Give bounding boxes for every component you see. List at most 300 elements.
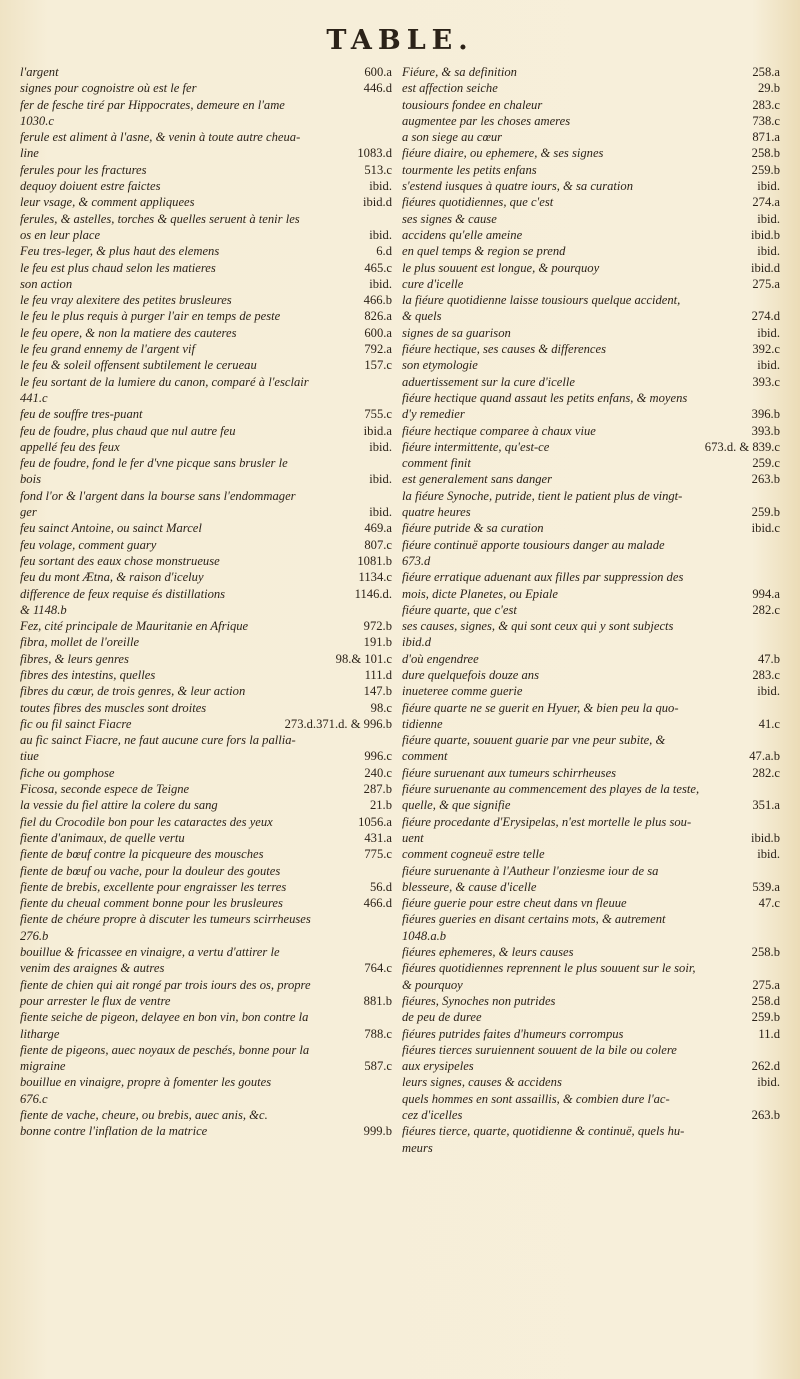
- entry-reference: 1081.b: [357, 553, 392, 568]
- entry-reference: 29.b: [757, 81, 780, 96]
- entry-reference: 764.c: [364, 961, 392, 976]
- index-entry: [402, 634, 780, 650]
- entry-reference: 446.d: [363, 81, 392, 96]
- entry-reference: 871.a: [752, 130, 780, 145]
- entry-reference: ibid.: [757, 684, 780, 699]
- entry-text: d'y remedier: [402, 407, 465, 422]
- entry-text: aux erysipeles: [402, 1059, 474, 1074]
- entry-text: fiéure hectique, ses causes & differences: [402, 342, 607, 357]
- entry-reference: ibid.b: [750, 227, 780, 242]
- entry-reference: ibid.a: [363, 423, 392, 438]
- entry-reference: 465.c: [364, 260, 392, 275]
- index-entry: [20, 797, 392, 813]
- index-entry: [402, 553, 780, 569]
- index-entry: [402, 667, 780, 683]
- index-entry: [402, 911, 780, 927]
- entry-text: fiente d'animaux, de quelle vertu: [20, 830, 185, 845]
- entry-text: fiente de bœuf ou vache, pour la douleur des goutes: [20, 863, 281, 878]
- index-entry: [20, 586, 392, 602]
- index-entry: [20, 113, 392, 129]
- entry-text: fiéure quarte, souuent guarie par vne peur subite, &: [402, 733, 666, 748]
- index-entry: [20, 993, 392, 1009]
- entry-reference: 392.c: [752, 342, 780, 357]
- index-entry: [20, 1107, 392, 1123]
- entry-reference: 274.a: [752, 195, 780, 210]
- index-entry: [402, 1009, 780, 1025]
- entry-reference: ibid.: [369, 179, 392, 194]
- entry-reference: 240.c: [364, 765, 392, 780]
- entry-reference: 263.b: [751, 1108, 780, 1122]
- index-entry: [20, 618, 392, 634]
- index-entry: [20, 944, 392, 960]
- entry-reference: 259.c: [752, 456, 780, 471]
- entry-reference: 258.b: [751, 146, 780, 161]
- index-entry: [20, 1026, 392, 1042]
- entry-reference: ibid.: [757, 1075, 780, 1090]
- entry-reference: ibid.: [369, 227, 392, 242]
- entry-text: fond l'or & l'argent dans la bourse sans l'endommager: [20, 488, 296, 503]
- entry-text: inueteree comme guerie: [402, 684, 523, 699]
- entry-text: fiéures tierces suruiennent souuent de la bile ou colere: [402, 1042, 677, 1057]
- index-entry: [402, 276, 780, 292]
- entry-text: l'argent: [20, 65, 59, 79]
- entry-reference: ibid.: [369, 276, 392, 291]
- index-entry: [402, 325, 780, 341]
- index-entry: [402, 194, 780, 210]
- entry-text: fiente de bœuf contre la picqueure des mousches: [20, 847, 264, 862]
- entry-text: fiéure procedante d'Erysipelas, n'est mortelle le plus sou-: [402, 814, 692, 829]
- entry-reference: 6.d: [376, 244, 392, 259]
- entry-text: ger: [20, 505, 37, 520]
- entry-reference: 275.a: [752, 276, 780, 291]
- entry-reference: ibid.: [369, 472, 392, 487]
- index-entry: [402, 211, 780, 227]
- entry-reference: 273.d.371.d. & 996.b: [284, 716, 392, 731]
- entry-text: blesseure, & cause d'icelle: [402, 879, 537, 894]
- entry-reference: ibid.: [757, 179, 780, 194]
- entry-text: fiente de chien qui ait rongé par trois iours des os, propre: [20, 977, 311, 992]
- entry-reference: 157.c: [364, 358, 392, 373]
- entry-text: cure d'icelle: [402, 276, 464, 291]
- entry-text: fiéures quotidiennes, que c'est: [402, 195, 554, 210]
- entry-text: ses signes & cause: [402, 211, 497, 226]
- index-entry: [20, 194, 392, 210]
- page-title: TABLE.: [326, 25, 474, 56]
- index-entry: [20, 211, 392, 227]
- entry-text: aduertissement sur la cure d'icelle: [402, 374, 575, 389]
- index-entry: [20, 178, 392, 194]
- entry-text: dure quelquefois douze ans: [402, 667, 539, 682]
- entry-text: fiente seiche de pigeon, delayee en bon vin, bon contre la: [20, 1010, 309, 1025]
- entry-text: la fiéure quotidienne laisse tousiours quelque accident,: [402, 293, 681, 308]
- right-column: [402, 64, 780, 1156]
- entry-reference: 513.c: [364, 162, 392, 177]
- entry-text: Ficosa, seconde espece de Teigne: [20, 782, 190, 797]
- entry-reference: 41.c: [758, 716, 780, 731]
- entry-text: fibres des intestins, quelles: [20, 667, 156, 682]
- index-entry: [20, 911, 392, 927]
- index-entry: [20, 260, 392, 276]
- index-entry: [402, 162, 780, 178]
- entry-text: fiéure hectique quand assaut les petits enfans, & moyens: [402, 390, 688, 405]
- entry-text: augmentee par les choses ameres: [402, 113, 571, 128]
- entry-reference: 262.d: [751, 1059, 780, 1074]
- index-entry: [20, 455, 392, 471]
- index-entry: [402, 879, 780, 895]
- entry-text: feu de foudre, plus chaud que nul autre feu: [20, 423, 236, 438]
- index-entry: [402, 895, 780, 911]
- index-entry: [20, 227, 392, 243]
- entry-text: la vessie du fiel attire la colere du sang: [20, 798, 218, 813]
- entry-reference: 56.d: [369, 879, 392, 894]
- entry-text: signes pour cognoistre où est le fer: [20, 81, 197, 96]
- index-entry: [402, 846, 780, 862]
- entry-text: le feu opere, & non la matiere des cauteres: [20, 325, 237, 340]
- entry-text: comment cogneuë estre telle: [402, 847, 545, 862]
- index-entry: [402, 292, 780, 308]
- entry-text: le feu le plus requis à purger l'air en temps de peste: [20, 309, 281, 324]
- index-entry: [402, 243, 780, 259]
- entry-text: tourmente les petits enfans: [402, 162, 537, 177]
- index-entry: [20, 374, 392, 390]
- entry-text: ferule est aliment à l'asne, & venin à toute autre cheua-: [20, 130, 301, 145]
- entry-reference: 431.a: [364, 830, 392, 845]
- entry-text: uent: [402, 830, 424, 845]
- entry-text: bouillue & fricassee en vinaigre, a vertu d'attirer le: [20, 945, 280, 960]
- entry-text: fiente de chéure propre à discuter les tumeurs scirrheuses: [20, 912, 311, 927]
- entry-text: feu sortant des eaux chose monstrueuse: [20, 553, 220, 568]
- entry-text: est generalement sans danger: [402, 472, 553, 487]
- entry-reference: 972.b: [363, 619, 392, 634]
- entry-reference: 393.c: [752, 374, 780, 389]
- index-entry: [402, 64, 780, 80]
- entry-text: feu de foudre, fond le fer d'vne picque sans brusler le: [20, 456, 288, 471]
- entry-text: 676.c: [20, 1091, 48, 1106]
- entry-reference: ibid.: [757, 358, 780, 373]
- entry-text: ses causes, signes, & qui sont ceux qui y sont subjects: [402, 619, 674, 634]
- index-entry: [20, 748, 392, 764]
- index-entry: [402, 977, 780, 993]
- index-entry: [402, 716, 780, 732]
- index-entry: [402, 602, 780, 618]
- entry-text: fiéures putrides faites d'humeurs corrompus: [402, 1026, 624, 1041]
- index-entry: [402, 97, 780, 113]
- index-entry: [402, 178, 780, 194]
- entry-text: de peu de duree: [402, 1010, 482, 1025]
- entry-text: cez d'icelles: [402, 1108, 463, 1122]
- entry-text: line: [20, 146, 39, 161]
- index-entry: [402, 700, 780, 716]
- index-entry: [402, 129, 780, 145]
- index-entry: [402, 227, 780, 243]
- index-entry: [20, 846, 392, 862]
- index-entry: [402, 113, 780, 129]
- index-entry: [402, 1123, 780, 1139]
- index-entry: [20, 1091, 392, 1107]
- entry-text: fiéure suruenante au commencement des playes de la teste,: [402, 782, 700, 797]
- index-entry: [20, 292, 392, 308]
- index-entry: [20, 569, 392, 585]
- entry-text: feu volage, comment guary: [20, 537, 157, 552]
- entry-reference: ibid.: [369, 505, 392, 520]
- entry-text: toutes fibres des muscles sont droites: [20, 700, 207, 715]
- index-entry: [20, 1123, 392, 1139]
- entry-text: venim des araignes & autres: [20, 961, 165, 976]
- entry-text: fiéure quarte, que c'est: [402, 602, 517, 617]
- index-entry: [402, 1026, 780, 1042]
- entry-reference: 274.d: [751, 309, 780, 324]
- entry-reference: 587.c: [364, 1059, 392, 1074]
- index-entry: [402, 520, 780, 536]
- index-entry: [402, 423, 780, 439]
- index-entry: [20, 651, 392, 667]
- left-column: [20, 64, 392, 1156]
- entry-text: fiente de pigeons, auec noyaux de peschés, bonne pour la: [20, 1042, 310, 1057]
- index-entry: [402, 488, 780, 504]
- entry-text: os en leur place: [20, 227, 101, 242]
- entry-reference: 258.b: [751, 945, 780, 960]
- entry-text: fiéure putride & sa curation: [402, 521, 544, 536]
- entry-reference: 287.b: [363, 782, 392, 797]
- entry-text: le feu grand ennemy de l'argent vif: [20, 342, 195, 357]
- index-entry: [402, 1091, 780, 1107]
- entry-text: fiéure hectique comparee à chaux viue: [402, 423, 596, 438]
- entry-reference: 275.a: [752, 977, 780, 992]
- index-entry: [20, 423, 392, 439]
- entry-reference: 775.c: [364, 847, 392, 862]
- entry-text: Feu tres-leger, & plus haut des elemens: [20, 244, 220, 259]
- entry-reference: 826.a: [364, 309, 392, 324]
- entry-reference: 1134.c: [358, 570, 392, 585]
- entry-reference: ibid.: [757, 244, 780, 259]
- index-entry: [402, 390, 780, 406]
- index-entry: [20, 276, 392, 292]
- entry-reference: 738.c: [752, 113, 780, 128]
- index-entry: [402, 357, 780, 373]
- entry-text: en quel temps & region se prend: [402, 244, 566, 259]
- index-entry: [20, 488, 392, 504]
- index-entry: [402, 732, 780, 748]
- index-entry: [20, 1009, 392, 1025]
- index-entry: [402, 960, 780, 976]
- entry-reference: 259.b: [751, 1010, 780, 1025]
- index-entry: [402, 504, 780, 520]
- index-entry: [402, 863, 780, 879]
- index-entry: [20, 895, 392, 911]
- index-entry: [402, 651, 780, 667]
- entry-reference: 393.b: [751, 423, 780, 438]
- index-entry: [402, 260, 780, 276]
- entry-text: bonne contre l'inflation de la matrice: [20, 1124, 208, 1139]
- entry-reference: 600.a: [364, 325, 392, 340]
- index-entry: [402, 586, 780, 602]
- entry-reference: 258.a: [752, 65, 780, 79]
- entry-text: le feu vray alexitere des petites brusleures: [20, 293, 232, 308]
- entry-text: fibres du cœur, de trois genres, & leur action: [20, 684, 246, 699]
- entry-reference: 807.c: [364, 537, 392, 552]
- entry-text: Fiéure, & sa definition: [402, 65, 517, 79]
- entry-reference: 111.d: [364, 667, 392, 682]
- index-entry: [20, 781, 392, 797]
- index-entry: [20, 162, 392, 178]
- index-entry: [402, 569, 780, 585]
- index-entry: [402, 1042, 780, 1058]
- entry-text: leur vsage, & comment appliquees: [20, 195, 195, 210]
- index-entry: [402, 537, 780, 553]
- entry-text: fiéure erratique aduenant aux filles par suppression des: [402, 570, 684, 585]
- index-entry: [20, 308, 392, 324]
- entry-text: ferules pour les fractures: [20, 162, 147, 177]
- entry-reference: 600.a: [364, 65, 392, 79]
- entry-reference: 466.b: [363, 293, 392, 308]
- entry-text: quatre heures: [402, 505, 471, 520]
- entry-text: fiéure diaire, ou ephemere, & ses signes: [402, 146, 604, 161]
- entry-reference: 282.c: [752, 602, 780, 617]
- index-entry: [402, 748, 780, 764]
- entry-reference: ibid.: [757, 211, 780, 226]
- index-entry: [20, 64, 392, 80]
- entry-text: la fiéure Synoche, putride, tient le patient plus de vingt-: [402, 488, 683, 503]
- index-entry: [20, 243, 392, 259]
- entry-text: le feu est plus chaud selon les matieres: [20, 260, 216, 275]
- index-entry: [20, 553, 392, 569]
- index-entry: [20, 765, 392, 781]
- entry-text: fiente de brebis, excellente pour engraisser les terres: [20, 879, 287, 894]
- entry-reference: 469.a: [364, 521, 392, 536]
- index-entry: [402, 830, 780, 846]
- entry-text: fiéures ephemeres, & leurs causes: [402, 945, 574, 960]
- entry-reference: ibid.c: [751, 521, 780, 536]
- entry-text: feu sainct Antoine, ou sainct Marcel: [20, 521, 202, 536]
- entry-text: comment finit: [402, 456, 471, 471]
- index-entry: [402, 928, 780, 944]
- index-entry: [20, 390, 392, 406]
- entry-reference: 98.c: [370, 700, 392, 715]
- entry-text: difference de feux requise és distillations: [20, 586, 226, 601]
- index-columns: [20, 64, 780, 1156]
- entry-reference: 21.b: [369, 798, 392, 813]
- entry-text: quelle, & que signifie: [402, 798, 511, 813]
- entry-reference: ibid.: [757, 847, 780, 862]
- entry-text: bois: [20, 472, 41, 487]
- entry-text: fer de fesche tiré par Hippocrates, demeure en l'ame: [20, 97, 285, 112]
- entry-reference: 396.b: [751, 407, 780, 422]
- index-entry: [20, 1058, 392, 1074]
- entry-text: fiéure intermittente, qu'est-ce: [402, 439, 550, 454]
- entry-text: fiéures quotidiennes reprennent le plus souuent sur le soir,: [402, 961, 696, 976]
- entry-text: pour arrester le flux de ventre: [20, 993, 171, 1008]
- entry-reference: 1083.d: [357, 146, 392, 161]
- index-entry: [20, 325, 392, 341]
- entry-reference: 47.a.b: [749, 749, 780, 764]
- entry-text: fiéure suruenante à l'Autheur l'onziesme iour de sa: [402, 863, 659, 878]
- entry-text: au fic sainct Fiacre, ne faut aucune cure fors la pallia-: [20, 733, 296, 748]
- entry-text: 1048.a.b: [402, 928, 447, 943]
- entry-text: 1030.c: [20, 113, 54, 128]
- entry-text: mois, dicte Planetes, ou Epiale: [402, 586, 558, 601]
- index-entry: [402, 814, 780, 830]
- index-entry: [20, 1074, 392, 1090]
- index-entry: [20, 341, 392, 357]
- index-entry: [402, 439, 780, 455]
- entry-reference: ibid.d: [750, 260, 780, 275]
- entry-text: bouillue en vinaigre, propre à fomenter les goutes: [20, 1075, 272, 1090]
- index-entry: [20, 1042, 392, 1058]
- entry-text: fibres, & leurs genres: [20, 651, 129, 666]
- entry-text: tiue: [20, 749, 39, 764]
- entry-text: migraine: [20, 1059, 66, 1074]
- index-entry: [20, 700, 392, 716]
- entry-reference: 147.b: [363, 684, 392, 699]
- entry-reference: 263.b: [751, 472, 780, 487]
- entry-reference: 47.b: [757, 651, 780, 666]
- index-entry: [20, 406, 392, 422]
- index-entry: [402, 683, 780, 699]
- index-entry: [20, 439, 392, 455]
- index-entry: [402, 406, 780, 422]
- entry-text: ferules, & astelles, torches & quelles seruent à tenir les: [20, 211, 300, 226]
- entry-text: fic ou fil sainct Fiacre: [20, 716, 132, 731]
- index-entry: [402, 618, 780, 634]
- entry-reference: ibid.: [369, 439, 392, 454]
- index-entry: [20, 960, 392, 976]
- entry-reference: 258.d: [751, 993, 780, 1008]
- entry-text: appellé feu des feux: [20, 439, 120, 454]
- entry-reference: 999.b: [363, 1124, 392, 1139]
- index-entry: [402, 944, 780, 960]
- entry-text: fibra, mollet de l'oreille: [20, 635, 140, 650]
- index-entry: [20, 97, 392, 113]
- index-entry: [20, 879, 392, 895]
- index-entry: [20, 357, 392, 373]
- entry-reference: 792.a: [364, 342, 392, 357]
- entry-text: fiente du cheual comment bonne pour les brusleures: [20, 896, 283, 911]
- entry-reference: 283.c: [752, 97, 780, 112]
- entry-text: a son siege au cœur: [402, 130, 503, 145]
- entry-text: comment: [402, 749, 448, 764]
- entry-text: fiéure suruenant aux tumeurs schirrheuses: [402, 765, 617, 780]
- index-entry: [402, 1140, 780, 1156]
- entry-text: feu de souffre tres-puant: [20, 407, 143, 422]
- entry-reference: 1146.d.: [354, 586, 392, 601]
- index-entry: [20, 504, 392, 520]
- entry-reference: 283.c: [752, 667, 780, 682]
- entry-text: tidienne: [402, 716, 443, 731]
- index-entry: [20, 520, 392, 536]
- entry-text: fiéures, Synoches non putrides: [402, 993, 556, 1008]
- entry-text: fiel du Crocodile bon pour les cataractes des yeux: [20, 814, 273, 829]
- entry-text: dequoy doiuent estre faictes: [20, 179, 161, 194]
- entry-reference: 881.b: [363, 993, 392, 1008]
- index-entry: [20, 863, 392, 879]
- entry-reference: 996.c: [364, 749, 392, 764]
- entry-text: 673.d: [402, 553, 431, 568]
- entry-reference: 259.b: [751, 505, 780, 520]
- entry-text: d'où engendree: [402, 651, 479, 666]
- entry-text: le plus souuent est longue, & pourquoy: [402, 260, 600, 275]
- index-entry: [20, 683, 392, 699]
- index-entry: [20, 634, 392, 650]
- entry-reference: 788.c: [364, 1026, 392, 1041]
- entry-text: fiéure continuë apporte tousiours danger au malade: [402, 537, 665, 552]
- index-entry: [20, 732, 392, 748]
- index-entry: [402, 145, 780, 161]
- entry-text: son action: [20, 276, 73, 291]
- entry-reference: 259.b: [751, 162, 780, 177]
- index-entry: [20, 80, 392, 96]
- entry-text: & 1148.b: [20, 602, 67, 617]
- index-entry: [20, 129, 392, 145]
